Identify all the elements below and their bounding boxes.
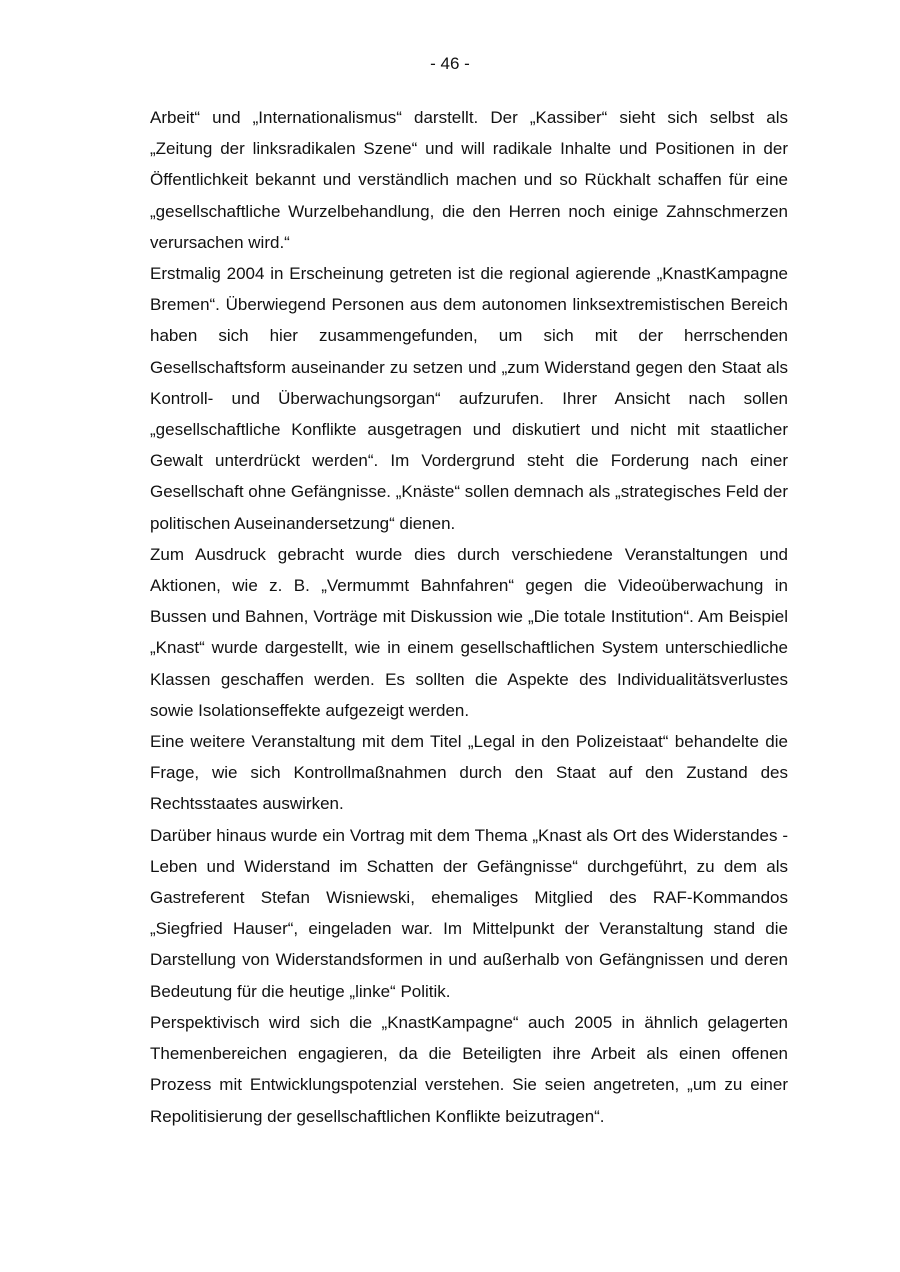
paragraph-perspektive: Perspektivisch wird sich die „KnastKampagne“ auch 2005 in ähnlich gelagerten Themenbereichen engagieren, da die Beteiligten ihre Arbeit als einen offenen Prozess mit Entwicklungspotenzial verstehen. Sie seien angetreten, „um zu einer Repolitisierung der gesellschaftlichen Konflikte beizutragen“. [150,1012,788,1126]
document-body [150,102,788,1132]
paragraph-veranstaltungen: Zum Ausdruck gebracht wurde dies durch verschiedene Veranstaltungen und Aktionen, wie z. B. „Vermummt Bahnfahren“ gegen die Videoüberwachung in Bussen und Bahnen, Vorträge mit Diskussion wie „Die totale Institution“. Am Beispiel „Knast“ wurde dargestellt, wie in einem gesellschaftlichen System unterschiedliche Klassen geschaffen werden. Es sollten die Aspekte des Individualitätsverlustes sowie Isolationseffekte aufgezeigt werden. [150,544,788,720]
paragraph-knastkampagne-intro: Erstmalig 2004 in Erscheinung getreten ist die regional agierende „KnastKampagne Bremen“. Überwiegend Personen aus dem autonomen linksextremistischen Bereich haben sich hier zusammengefunden, um sich mit der herrschenden Gesellschaftsform auseinander zu setzen und „zum Widerstand gegen den Staat als Kontroll- und Überwachungsorgan“ aufzurufen. Ihrer Ansicht nach sollen „gesellschaftliche Konflikte ausgetragen und diskutiert und nicht mit staatlicher Gewalt unterdrückt werden“. Im Vordergrund steht die Forderung nach einer Gesellschaft ohne Gefängnisse. „Knäste“ sollen demnach als „strategisches Feld der politischen Auseinandersetzung“ dienen. [150,264,788,533]
page-number: - 46 - [430,54,470,73]
paragraph-vortrag-widerstand: Darüber hinaus wurde ein Vortrag mit dem Thema „Knast als Ort des Widerstandes - Leben und Widerstand im Schatten der Gefängnisse“ durchgeführt, zu dem als Gastreferent Stefan Wisniewski, ehemaliges Mitglied des RAF-Kommandos „Siegfried Hauser“, eingeladen war. Im Mittelpunkt der Veranstaltung stand die Darstellung von Widerstandsformen in und außerhalb von Gefängnissen und deren Bedeutung für die heutige „linke“ Politik. [150,825,788,1001]
paragraph-polizeistaat: Eine weitere Veranstaltung mit dem Titel „Legal in den Polizeistaat“ behandelte die Frage, wie sich Kontrollmaßnahmen durch den Staat auf den Zustand des Rechtsstaates auswirken. [150,732,788,814]
paragraph-kassiber: Arbeit“ und „Internationalismus“ darstellt. Der „Kassiber“ sieht sich selbst als „Zeitung der linksradikalen Szene“ und will radikale Inhalte und Positionen in der Öffentlichkeit bekannt und verständlich machen und so Rückhalt schaffen für eine „gesellschaftliche Wurzelbehandlung, die den Herren noch einige Zahnschmerzen verursachen wird.“ [150,108,788,252]
